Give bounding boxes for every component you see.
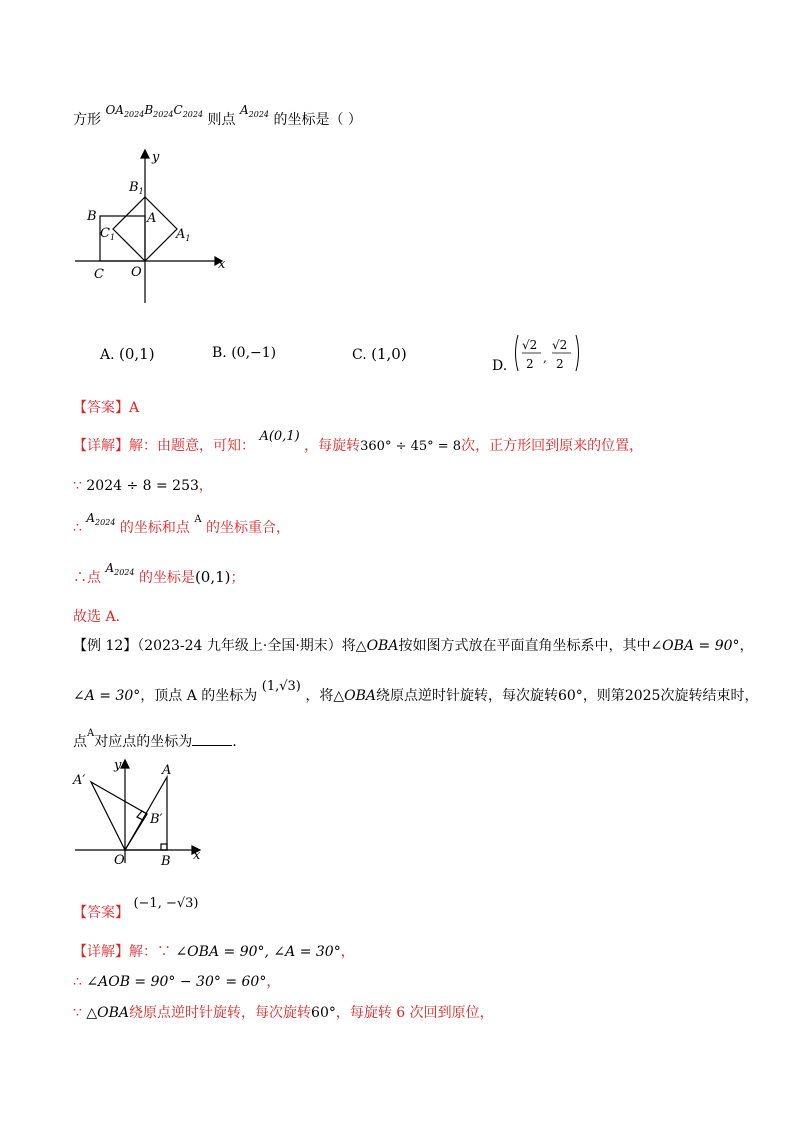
label-b1: $B_1$ bbox=[129, 180, 144, 196]
q11-stem: 方形 $OA_{2024}B_{2024}C_{2024}$ 则点 $A_{2024}$ 的坐标是（ ） bbox=[73, 103, 362, 128]
label-o: O bbox=[114, 853, 125, 867]
label-c: C bbox=[94, 267, 104, 282]
answer-blank[interactable] bbox=[192, 731, 232, 746]
q11-answer: 【答案】A bbox=[73, 400, 140, 416]
svg-text:√2: √2 bbox=[551, 338, 567, 352]
label-b-prime: B′ bbox=[150, 812, 163, 827]
q11-detail-line2: ∵ 2024 ÷ 8 = 253， bbox=[73, 478, 213, 494]
label-x: x bbox=[218, 257, 226, 272]
svg-text:2: 2 bbox=[555, 357, 564, 371]
choice-c[interactable]: C. (1,0) bbox=[352, 345, 407, 363]
svg-text:√2: √2 bbox=[521, 338, 537, 352]
right-angle-b bbox=[161, 844, 167, 850]
q12-detail-line2: ∴ ∠AOB = 90° − 30° = 60°， bbox=[73, 974, 281, 990]
label-c1: $C_1$ bbox=[100, 226, 116, 242]
q11-figure bbox=[70, 145, 230, 310]
square-name: $OA_{2024}B_{2024}C_{2024}$ bbox=[105, 103, 204, 119]
q11-detail-line3: ∴ $A_{2024}$ 的坐标和点 $^A$ 的坐标重合， bbox=[73, 511, 290, 536]
q12-answer: 【答案】 (−1, −√3) bbox=[73, 896, 199, 921]
q12-detail-line1: 【详解】解：∵ ∠OBA = 90°, ∠A = 30°， bbox=[73, 944, 355, 960]
choice-b[interactable]: B. (0,−1) bbox=[212, 345, 277, 361]
q11-detail-line4: ∴点 $A_{2024}$ 的坐标是(0,1)； bbox=[73, 561, 245, 586]
choice-d[interactable]: D. √2 2 , √2 2 bbox=[492, 330, 582, 372]
svg-text:2: 2 bbox=[525, 357, 534, 371]
label-a-prime: A′ bbox=[73, 773, 86, 788]
choice-a[interactable]: A. (0,1) bbox=[100, 345, 155, 363]
label-a: A bbox=[162, 763, 172, 778]
label-a: A bbox=[147, 211, 157, 226]
q12-figure bbox=[70, 755, 210, 867]
q12-detail-line3: ∵ △OBA绕原点逆时针旋转，每次旋转60°，每旋转 6 次回到原位， bbox=[73, 1005, 494, 1021]
label-b: B bbox=[161, 854, 171, 867]
label-a1: $A_1$ bbox=[176, 227, 191, 243]
label-x: x bbox=[193, 848, 201, 863]
choice-d-fraction bbox=[512, 332, 582, 374]
q12-line2: ∠A = 30°，顶点 A 的坐标为 (1,√3) ，将△OBA绕原点逆时针旋转，每次旋转60°，则第2025次旋转结束时， bbox=[73, 679, 759, 704]
q12-line3: 点$^A$对应点的坐标为 . bbox=[73, 728, 237, 750]
right-angle-b1 bbox=[137, 811, 147, 820]
label-y: y bbox=[152, 150, 160, 165]
label-y: y bbox=[114, 758, 122, 773]
label-o: O bbox=[131, 265, 142, 280]
q11-detail-line1: 【详解】解：由题意，可知： A(0,1) ，每旋转360° ÷ 45° = 8次，正方形回到原来的位置， bbox=[73, 429, 644, 454]
q11-conclusion: 故选 A. bbox=[73, 609, 121, 625]
q12-line1: 【例 12】（2023-24 九年级上·全国·期末）将△OBA按如图方式放在平面直角坐标系中，其中∠OBA = 90°， bbox=[73, 638, 754, 654]
y-axis-arrow bbox=[121, 760, 129, 768]
y-axis-arrow bbox=[141, 150, 149, 158]
svg-text:,: , bbox=[542, 351, 547, 365]
label-b: B bbox=[87, 209, 97, 224]
point-a2024: $A_{2024}$ bbox=[239, 103, 269, 119]
